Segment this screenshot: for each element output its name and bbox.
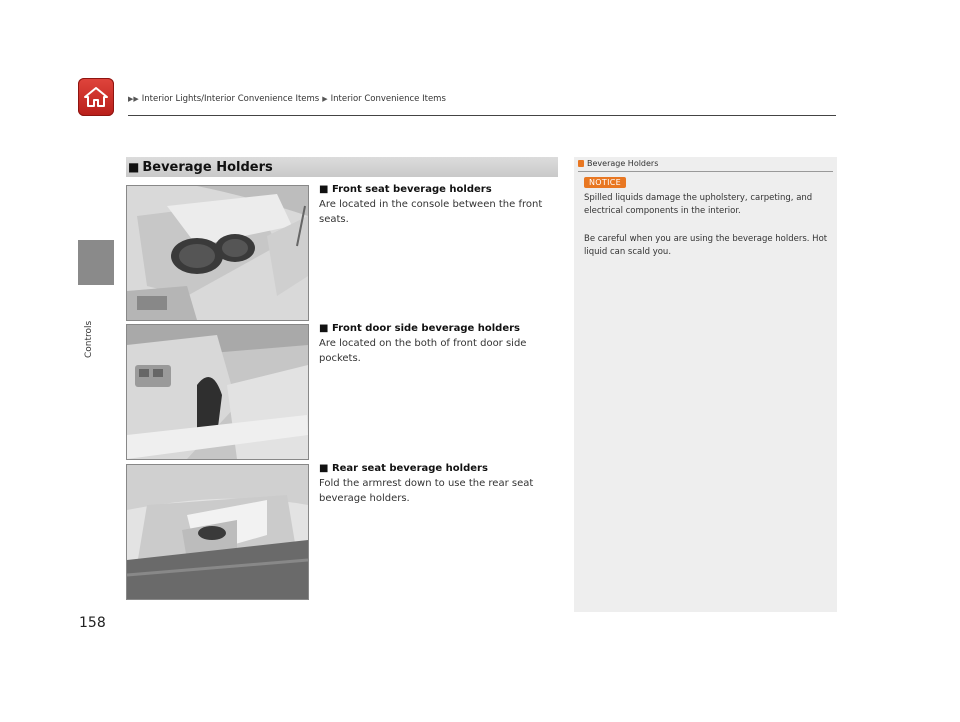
front-seat-beverage-holders-image [126, 185, 309, 321]
notice-text: Spilled liquids damage the upholstery, carpeting, and electrical components in the interior. [584, 193, 813, 216]
front-door-holder-heading: Front door side beverage holders [331, 323, 521, 334]
reference-marker-icon [578, 160, 584, 167]
notes-title-text: Beverage Holders [587, 159, 659, 168]
home-icon [83, 85, 109, 109]
notes-divider [578, 171, 833, 172]
home-button[interactable] [78, 78, 114, 116]
section-title: Beverage Holders [142, 159, 273, 175]
rear-seat-beverage-holders-image [126, 464, 309, 600]
breadcrumb-arrow-icon: ▶▶ [128, 95, 139, 103]
bullet-square-icon: ■ [319, 323, 329, 334]
rear-seat-holder-heading: Rear seat beverage holders [331, 463, 488, 474]
chapter-tab-label[interactable]: Controls [84, 320, 94, 358]
bullet-square-icon: ■ [319, 184, 329, 195]
rear-seat-holder-text [319, 461, 559, 506]
header-divider [128, 115, 836, 116]
notes-title [578, 159, 658, 168]
notice-badge: NOTICE [584, 177, 626, 188]
rear-seat-holder-body: Fold the armrest down to use the rear seat beverage holders. [319, 478, 534, 504]
breadcrumb-item-1[interactable]: Interior Lights/Interior Convenience Items [141, 94, 320, 104]
front-seat-holder-heading: Front seat beverage holders [331, 184, 492, 195]
front-seat-holder-text [319, 182, 559, 227]
section-square-icon: ■ [128, 160, 140, 174]
front-door-beverage-holders-image [126, 324, 309, 460]
front-door-holder-body: Are located on the both of front door side pockets. [319, 338, 527, 364]
bullet-square-icon: ■ [319, 463, 329, 474]
section-title-bar [126, 157, 558, 177]
chapter-tab-marker [78, 240, 114, 285]
front-seat-holder-body: Are located in the console between the front seats. [319, 199, 543, 225]
notes-panel [574, 157, 837, 612]
breadcrumb [128, 94, 446, 104]
front-door-holder-text [319, 321, 559, 366]
caution-text: Be careful when you are using the beverage holders. Hot liquid can scald you. [584, 234, 828, 257]
breadcrumb-item-2[interactable]: Interior Convenience Items [330, 94, 446, 104]
page-number: 158 [79, 615, 106, 631]
breadcrumb-arrow-icon: ▶ [322, 95, 328, 103]
